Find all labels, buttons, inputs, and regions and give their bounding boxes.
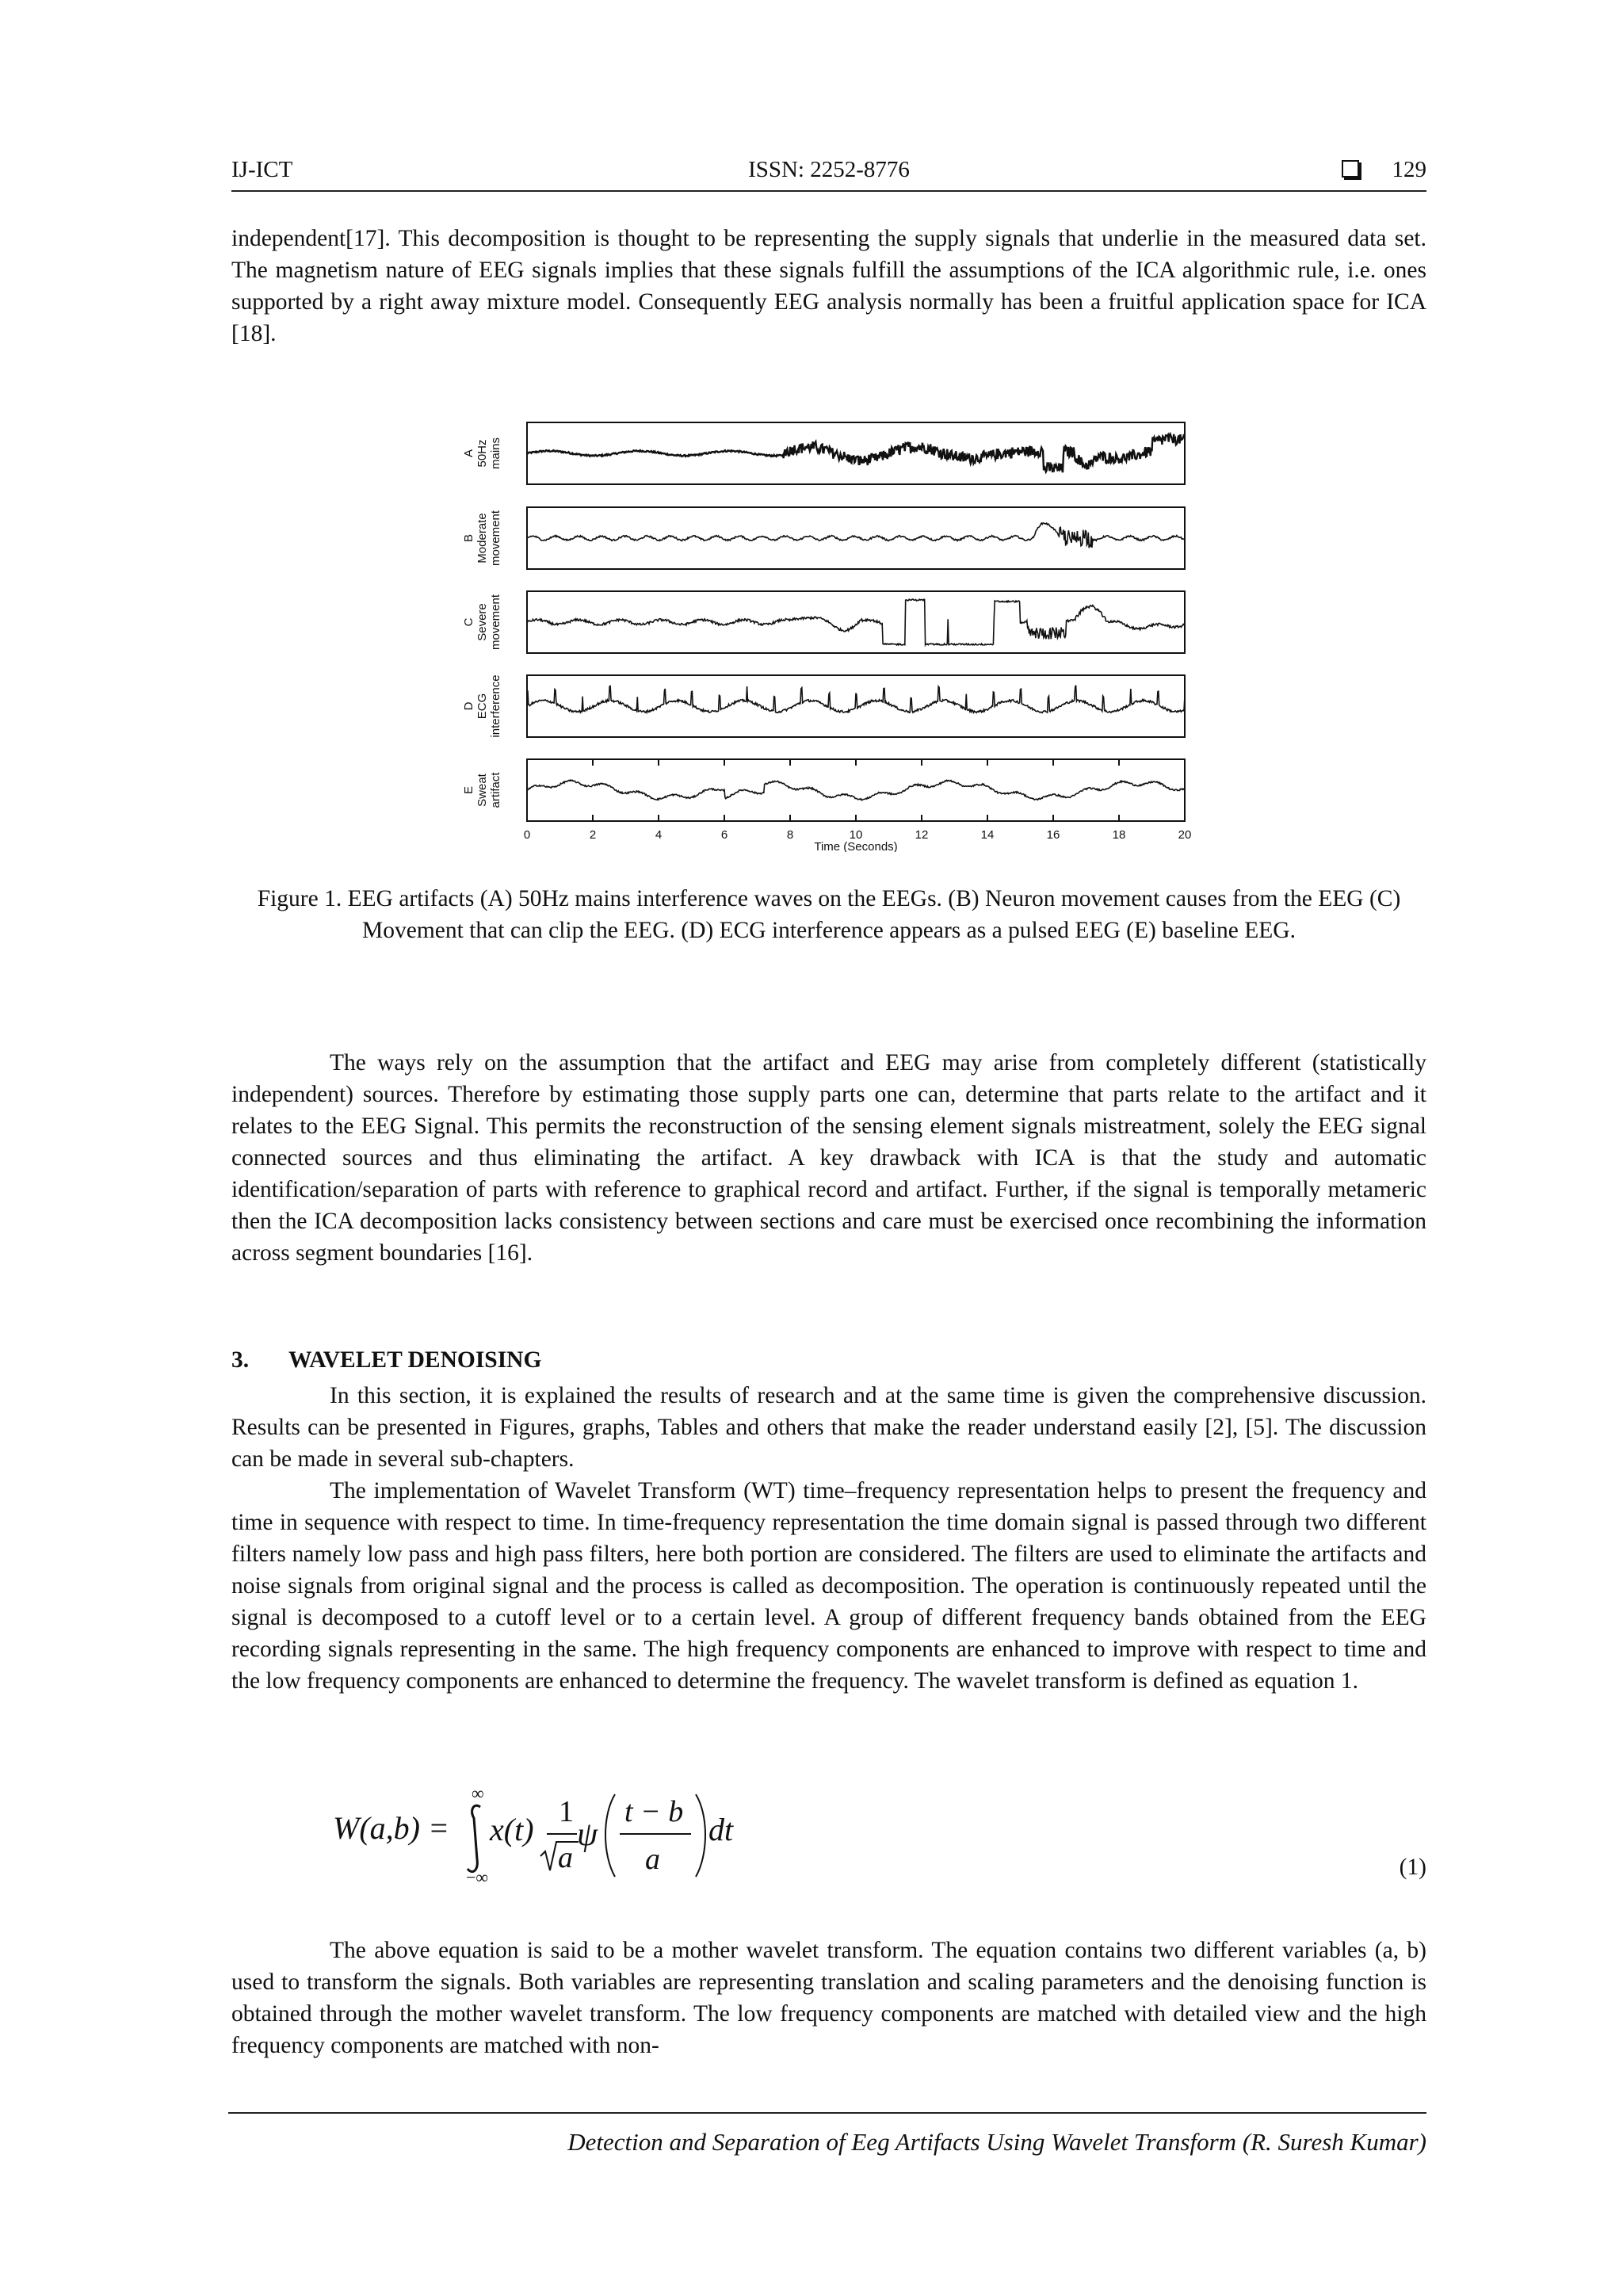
x-tick-label-20: 20 [1178,828,1192,842]
panel-label-text: movement [489,594,502,651]
panel-frame-c [527,591,1185,653]
panel-label-text: E [462,785,475,795]
panel-label-text: movement [489,510,502,567]
equation-argument-numerator: t − b [624,1795,684,1828]
figure-eeg-artifacts [460,412,1197,852]
panel-label-text: ECG [475,693,489,720]
page-number: 129 [1392,157,1426,182]
x-tick-label-8: 8 [786,828,794,842]
panel-label-text: B [462,533,475,543]
panel-label-text: artifact [489,772,502,808]
intro-paragraph: independent[17]. This decomposition is thought to be representing the supply signals that underlie in the measured data set. The magnetism nature of EEG signals implies that these signals fulfill the assumptions of the ICA algorithmic rule, i.e. ones supported by a right away mixture model. Consequently EEG analysis normally has been a fruitful application space for ICA [18]. [231,226,1426,346]
panel-label-text: mains [489,437,502,470]
wt-implementation-paragraph: The implementation of Wavelet Transform (WT) time–frequency representation helps to present the frequency and time in sequence with respect to time. In time-frequency representation the time domain signal is passed through two different filters namely low pass and high pass filters, here both portion are considered. The filters are used to eliminate the artifacts and noise signals from original signal and the process is called as decomposition. The operation is continuously repeated until the signal is decomposed to a cutoff level or to a certain level. A group of different frequency bands obtained from the EEG recording signals representing in the same. The high frequency components are enhanced to improve with respect to time and the low frequency components are enhanced to determine the frequency. The wavelet transform is defined as equation 1. [231,1478,1426,1694]
eeg-trace-b [527,523,1185,548]
panel-label-b [462,510,502,566]
equation-lower-limit: −∞ [466,1867,489,1886]
page-number-group [1342,157,1427,183]
equation-number: (1) [1399,1855,1426,1880]
x-tick-label-0: 0 [523,828,531,842]
right-paren [696,1794,705,1877]
ways-paragraph: The ways rely on the assumption that the artifact and EEG may arise from completely different (statistically independent) sources. Therefore by estimating those supply parts one can, determine that parts relate to the artifact and it relates to the EEG Signal. This permits the reconstruction of the sensing element signals mistreatment, solely the EEG signal connected sources and thus eliminating the artifact. A key drawback with ICA is that the study and automatic identification/separation of parts with reference to graphical record and artifact. Further, if the signal is temporally metameric then the ICA decomposition lacks consistency between sections and care must be exercised once recombining the information across segment boundaries [16]. [231,1050,1426,1266]
running-header [231,155,1426,192]
eeg-artifacts-chart [460,412,1197,852]
issn: ISSN: 2252-8776 [748,157,910,182]
panel-label-text: Moderate [475,513,489,563]
x-tick-label-4: 4 [655,828,663,842]
equation-upper-limit: ∞ [472,1783,484,1803]
panel-label-e [462,772,502,808]
eeg-trace-e [527,780,1185,800]
x-tick-label-18: 18 [1112,828,1126,842]
left-paren [605,1794,615,1877]
section-number: 3. [231,1347,250,1373]
section-title: WAVELET DENOISING [288,1347,542,1373]
eeg-trace-a [527,434,1185,472]
equation-x-of-t: x(t) [490,1812,534,1847]
equation-1 [325,1783,816,1886]
x-tick-label-12: 12 [915,828,929,842]
x-axis-label: Time (Seconds) [814,840,898,852]
panel-label-text: Sweat [475,774,489,807]
eeg-trace-d [527,686,1185,713]
equation-fraction-numerator: 1 [559,1795,574,1828]
equation-lhs: W(a,b) = [333,1810,449,1846]
equation-dt: dt [708,1812,734,1847]
panel-label-text: C [462,617,475,627]
panel-label-a [462,437,502,469]
panel-frame-e [527,759,1185,821]
equation-fraction-denominator: a [558,1841,573,1874]
x-tick-label-6: 6 [720,828,728,842]
x-tick-label-2: 2 [589,828,597,842]
section-intro-paragraph: In this section, it is explained the results of research and at the same time is given the comprehensive discussion. Results can be presented in Figures, graphs, Tables and others that make the reader understand easily [2], [5]. The discussion can be made in several sub-chapters. [231,1383,1426,1472]
equation-argument-denominator: a [645,1843,660,1876]
footer-rule [228,2112,1426,2114]
wavelet-equation [325,1783,816,1886]
panel-label-text: A [462,449,475,458]
figure-caption: Figure 1. EEG artifacts (A) 50Hz mains interference waves on the EEGs. (B) Neuron movement causes from the EEG (C) Movement that can clip the EEG. (D) ECG interference appears as a pulsed EEG (E) baseline EEG. [257,886,1401,943]
x-tick-label-16: 16 [1046,828,1060,842]
x-tick-label-14: 14 [980,828,995,842]
mother-wavelet-paragraph: The above equation is said to be a mother wavelet transform. The equation contains two different variables (a, b) used to transform the signals. Both variables are representing translation and scaling parameters and the denoising function is obtained through the mother wavelet transform. The low frequency components are matched with detailed view and the high frequency components are matched with non- [231,1938,1426,2058]
checkbox-square-icon [1342,160,1359,178]
panel-label-text: Severe [475,603,489,641]
panel-label-c [462,594,502,650]
panel-label-text: D [462,701,475,711]
x-tick-label-10: 10 [849,828,863,842]
journal-name: IJ-ICT [231,157,293,182]
integral-sign [468,1805,480,1871]
running-footer: Detection and Separation of Eeg Artifacts Using Wavelet Transform (R. Suresh Kumar) [567,2128,1426,2156]
panel-label-text: interference [489,674,502,738]
eeg-trace-c [527,599,1185,645]
panel-label-text: 50Hz [475,439,489,468]
panel-label-d [462,674,502,737]
section-heading [231,1347,541,1373]
psi-symbol: ψ [577,1817,598,1853]
